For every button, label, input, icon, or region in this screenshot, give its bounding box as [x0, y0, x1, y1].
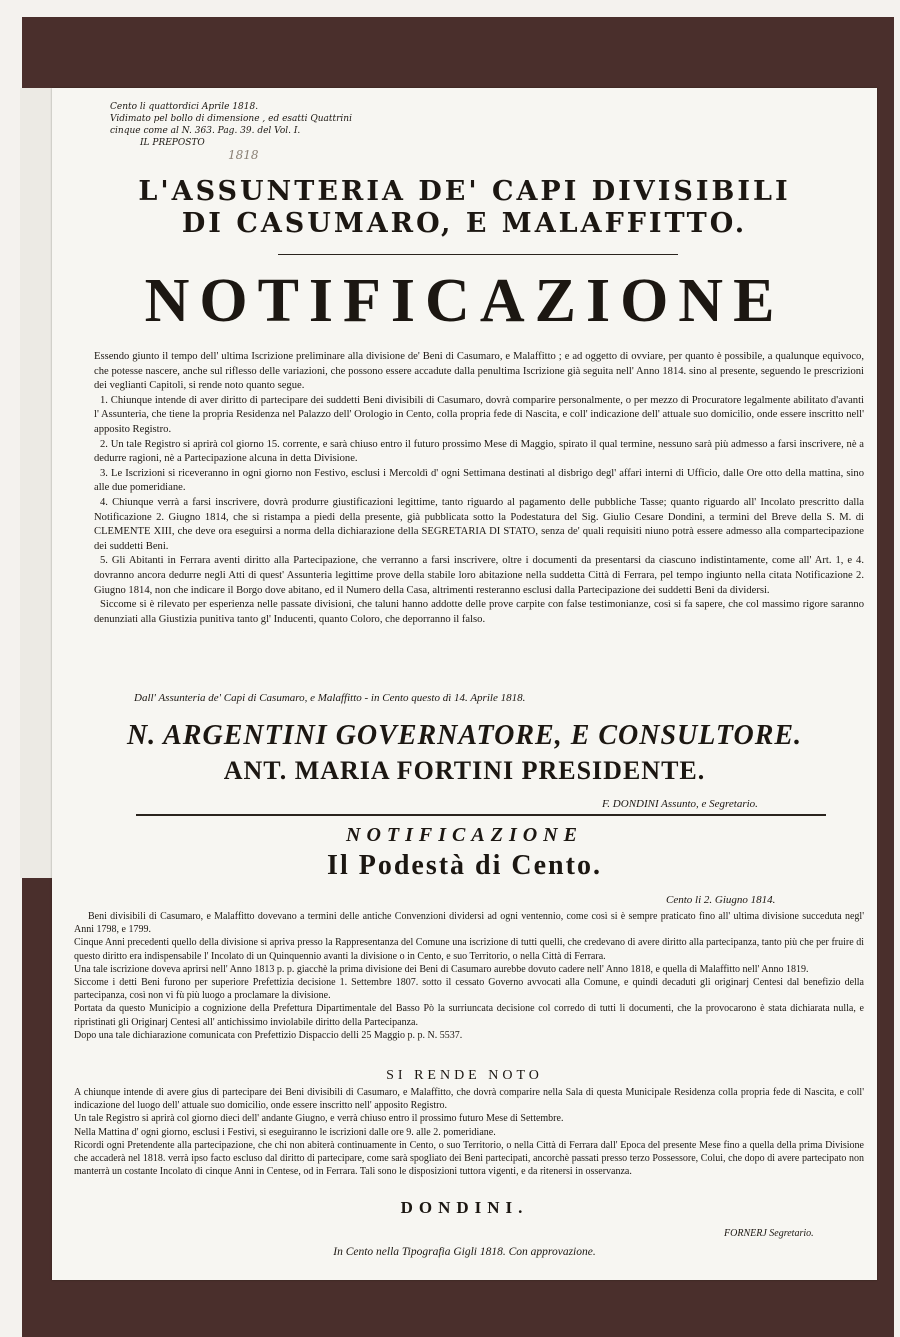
section-divider — [136, 814, 826, 816]
second-paragraph-6: Dopo una tale dichiarazione comunicata con Prefettizio Dispaccio delli 25 Maggio p. p. N. 5537. — [74, 1029, 463, 1041]
main-title: NOTIFICAZIONE — [144, 267, 785, 335]
article-5: 5. Gli Abitanti in Ferrara aventi diritto alla Partecipazione, che verranno a farsi inscrivere, oltre i documenti da presentarsi da ciascuno indistintamente, come all' Art. 1, e 4. dovranno ancora dedurre negli Atti di quest' Assunteria legittime prove della stabile loro abitazione nella suddetta Città di Ferrara, pel tempo ingiunto nella citata Notificazione 2. Giugno 1814, non che indicare il Borgo dove abitano, ed il Numero della Casa, altrimenti resteranno esclusi dalla Partecipazione dei suddetti Beni da dividersi. — [94, 555, 864, 596]
second-paragraph-2: Cinque Anni precedenti quello della divisione si apriva presso la Rappresentanza del Comune una iscrizione di tutti quelli, che credevano di avere diritto alla partecipanza, tanto più che per fruire di questo diritto era indispensabile l' Incolato di un Quinquennio avanti la divisione o in Cento, e suo Territorio, o nella Città di Ferrara. — [74, 937, 864, 962]
governor-signature: N. ARGENTINI GOVERNATORE, E CONSULTORE. — [126, 720, 803, 751]
proclamation-body — [74, 1086, 864, 1178]
second-title: NOTIFICAZIONE — [346, 824, 583, 846]
second-paragraph-1: Beni divisibili di Casumaro, e Malaffitto dovevano a termini delle antiche Convenzioni dividersi ad ogni ventennio, come così si è sempre praticato fino all' ultima divisione succeduta negl' Anni 1798, e 1799. — [74, 911, 864, 936]
printer-imprint: In Cento nella Tipografia Gigli 1818. Con approvazione. — [333, 1246, 596, 1258]
article-2: 2. Un tale Registro si aprirà col giorno 15. corrente, e sarà chiuso entro il futuro prossimo Mese di Maggio, spirato il qual termine, nessuno sarà più admesso a farsi inscrivere, nè a dedurre ragioni, nè a Partecipazione alcuna in detta Divisione. — [94, 438, 864, 465]
heading-line-2: DI CASUMARO, E MALAFFITTO. — [181, 208, 748, 239]
stamp-line-3: cinque come al N. 363. Pag. 39. del Vol. I. — [110, 126, 301, 136]
proclamation-point-3: Nella Mattina d' ogni giorno, esclusi i Festivi, si eseguiranno le iscrizioni dalle ore 9. alle 2. pomeridiane. — [74, 1126, 496, 1138]
heading-rule — [278, 254, 678, 255]
second-body — [74, 910, 864, 1042]
second-paragraph-4: Siccome i detti Beni furono per superiore Prefettizia decisione 1. Settembre 1807. sotto il cessato Governo avvocati alla Comune, e quindi decaduti gli originarj Centesi dal benefizio della partecipanza, così non vi fù più luogo a proclamare la divisione. — [74, 977, 864, 1002]
proclamation-point-2: Un tale Registro si aprirà col giorno dieci dell' andante Giugno, e verrà chiuso entro il prossimo futuro Mese di Settembre. — [74, 1113, 564, 1125]
stamp-line-1: Cento li quattordici Aprile 1818. — [110, 102, 259, 112]
warning-paragraph: Siccome si è rilevato per esperienza nelle passate divisioni, che taluni hanno addotte delle prove carpite con false testimonianze, così si fa sapere, che col massimo rigore saranno denunziati alla Giustizia punitiva tanto gl' Inducenti, quanto Coloro, che deporranno il falso. — [94, 599, 864, 625]
stamp-line-4: IL PREPOSTO — [140, 138, 205, 148]
second-date: Cento li 2. Giugno 1814. — [666, 894, 776, 906]
proclamation-point-4: Ricordi ogni Pretendente alla partecipazione, che chi non abiterà continuamente in Cento, o suo Territorio, o nella Città di Ferrara dall' Epoca del presente Mese fino a quella della prima Divisione che accaderà nel 1818. verrà ipso facto escluso dal diritto di partecipare, come sarà spogliato dei Beni partecipati, ancorchè passati presso terzo Possessore, Colui, che dopo di avere partecipato non manterrà un costante Incolato di cinque Anni in Centese, od in Ferrara. Tali sono le disposizioni tuttora vigenti, e da ritenersi in osservanza. — [74, 1139, 864, 1178]
proclamation-point-1: A chiunque intende di avere gius di partecipare dei Beni divisibili di Casumaro, e Malaffitto, che dovrà comparire nella Sala di questa Municipale Residenza colla propria fede di Nascita, e coll' indicazione del luogo dell' attuale suo domicilio, onde essere inscritto nell' apposito Registro. — [74, 1087, 864, 1112]
heading-line-1: L'ASSUNTERIA DE' CAPI DIVISIBILI — [138, 176, 791, 207]
podesta-signature: DONDINI. — [400, 1198, 529, 1217]
intro-paragraph: Essendo giunto il tempo dell' ultima Iscrizione preliminare alla divisione de' Beni di Casumaro, e Malaffitto ; e ad oggetto di ovviare, per quanto è possibile, a qualunque equivoco, che potesse nascere, anche sul riflesso delle variazioni, che possono essere accadute dalla penultima Iscrizione già seguita nell' Anno 1814. sino al presente, seguendo le prescrizioni dei veglianti Capitoli, si rende noto quanto segue. — [94, 351, 864, 392]
second-subtitle: Il Podestà di Cento. — [327, 850, 602, 881]
article-4: 4. Chiunque verrà a farsi inscrivere, dovrà produrre giustificazioni legittime, tanto riguardo al pagamento delle pubbliche Tasse; quanto riguardo all' Incolato prescritto dalla Notificazione 2. Giugno 1814, che si ristampa a piedi della presente, già pubblicata sotto la Podestatura del Sig. Giulio Cesare Dondini, a termini del Breve della S. M. di CLEMENTE XIII, che deve ora eseguirsi a norma della dichiarazione della SEGRETARIA DI STATO, senza de' quali requisiti niuno potrà essere admesso alla compartecipazione dei suddetti Beni. — [94, 496, 864, 552]
podesta-secretary: FORNERJ Segretario. — [724, 1228, 814, 1239]
issued-by-line: Dall' Assunteria de' Capi di Casumaro, e Malaffitto - in Cento questo dì 14. Aprile 1818. — [134, 692, 526, 704]
notice-sheet — [52, 88, 877, 1280]
stamp-line-2: Vidimato pel bollo di dimensione , ed esatti Quattrini — [110, 114, 352, 124]
revenue-stamp-note — [110, 101, 352, 149]
article-3: 3. Le Iscrizioni si riceveranno in ogni giorno non Festivo, esclusi i Mercoldì d' ogni Settimana destinati al disbrigo degl' affari interni di Ufficio, dalle Ore otto della mattina, sino alle due pomeridiane. — [94, 467, 864, 494]
second-paragraph-3: Una tale iscrizione doveva aprirsi nell' Anno 1813 p. p. giacchè la prima divisione dei Beni di Casumaro aurebbe dovuto cadere nell' Anno 1818, e quella di Malaffitto nell' Anno 1819. — [74, 963, 809, 975]
proclamation-heading: SI RENDE NOTO — [386, 1068, 543, 1083]
second-paragraph-5: Portata da questo Municipio a cognizione della Prefettura Dipartimentale del Basso Pò la surriuncata decisione col corredo di tutti li documenti, che la provocarono è stata dichiarata nulla, e ripristinati gli Originarj Centesi all' antichissimo inviolabile diritto della Partecipanza. — [74, 1003, 864, 1028]
pencil-note: 1818 — [228, 148, 259, 162]
main-text — [94, 350, 864, 627]
secretary-signature: F. DONDINI Assunto, e Segretario. — [602, 798, 758, 810]
president-signature: ANT. MARIA FORTINI PRESIDENTE. — [223, 756, 706, 785]
article-1: 1. Chiunque intende di aver diritto di partecipare dei suddetti Beni divisibili di Casumaro, dovrà comparire personalmente, o per mezzo di Procuratore legalmente abilitato d'avanti l' Assunteria, che tiene la propria Residenza nel Palazzo dell' Orologio in Cento, colla propria fede di Nascita, e coll' indicazione dell' attuale suo domicilio, onde essere inscritto nell' apposito Registro. — [94, 394, 864, 435]
